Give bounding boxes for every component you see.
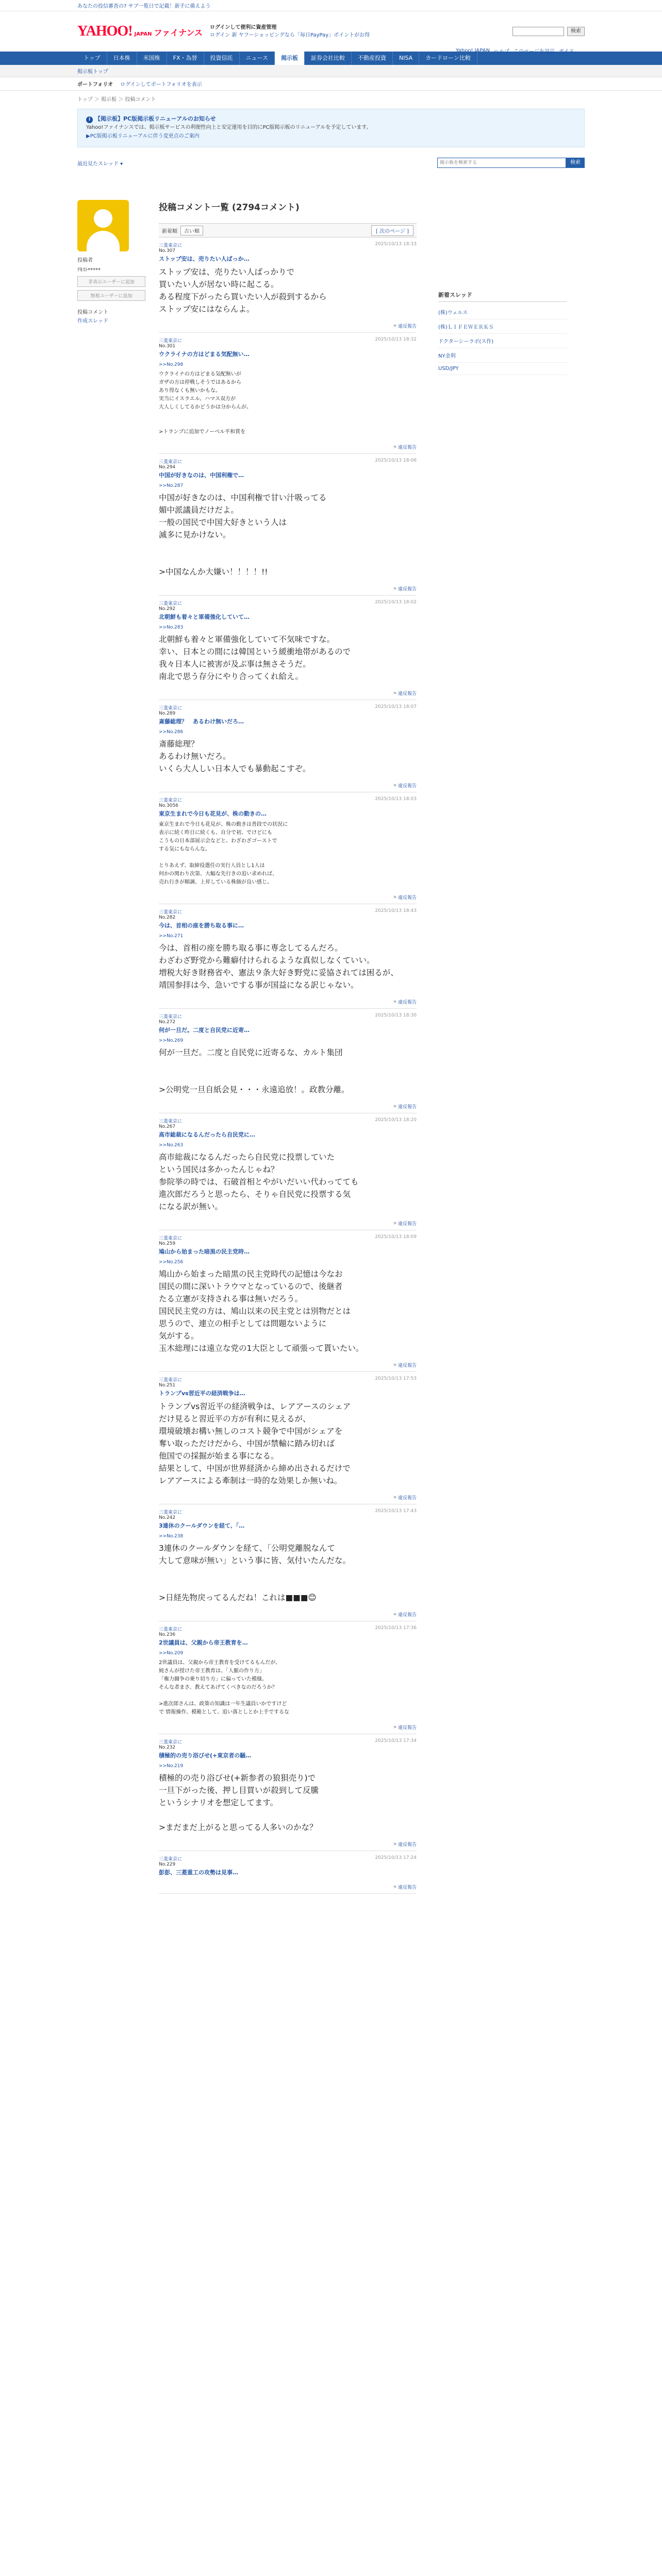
flag-icon: ⚑ bbox=[392, 1725, 397, 1731]
comment-thread-name[interactable]: 三菱東京に bbox=[159, 1378, 183, 1383]
comment-date: 2025/10/13 17:36 bbox=[375, 1625, 417, 1631]
reply-to-link[interactable]: >>No.269 bbox=[159, 1038, 184, 1043]
comment-meta bbox=[159, 1855, 417, 1862]
sort-select[interactable]: 古い順 bbox=[180, 226, 203, 235]
comment-meta bbox=[159, 1625, 417, 1632]
comment-number: No.292 bbox=[159, 606, 176, 612]
promo-link[interactable]: あなたの投信審査の? サブ一覧日で記載！新手に備えよう bbox=[77, 4, 211, 9]
sidebar-thread-item[interactable]: USD/JPY bbox=[438, 363, 567, 375]
logo-yahoo: YAHOO! bbox=[77, 23, 133, 39]
comment-number: No.259 bbox=[159, 1241, 176, 1246]
comment-meta bbox=[159, 1234, 417, 1241]
comment-date: 2025/10/13 17:24 bbox=[375, 1855, 417, 1860]
comment-title[interactable]: 高市総裁になるんだったら自民党に… bbox=[159, 1131, 255, 1138]
notice-title-row bbox=[86, 114, 576, 123]
comment-meta bbox=[159, 1509, 417, 1515]
report-label: 違反報告 bbox=[398, 1105, 417, 1110]
report-label: 違反報告 bbox=[398, 1363, 417, 1368]
flag-icon: ⚑ bbox=[392, 895, 397, 901]
comment-body: 今は、首相の座を勝ち取る事に専念してるんだろ。 わざわざ野党から難癖付けられるような真似しなくていい。 増税大好き財務省や、憲法９条大好き野党に妥協されては困るが、 靖国参拝は今、急いでする事が国益になる訳じゃない。 bbox=[159, 943, 399, 990]
nav-news[interactable]: ニュース bbox=[240, 52, 275, 65]
next-page-button[interactable]: [ 次のページ ] bbox=[371, 225, 413, 236]
avatar bbox=[77, 200, 129, 251]
nav-board[interactable]: 掲示板 bbox=[275, 52, 305, 65]
top-link-guide[interactable]: ガイド bbox=[558, 49, 574, 55]
notice-title: 【掲示板】PC版掲示板リニューアルのお知らせ bbox=[95, 115, 216, 122]
sidebar-thread-item[interactable]: (株)ＬＩＦＥＷＥＲＫＳ bbox=[438, 319, 567, 334]
profile-tab-comments[interactable]: 投稿コメント bbox=[77, 310, 108, 315]
comment-item bbox=[159, 904, 417, 1009]
top-link-help[interactable]: ヘルプ bbox=[493, 49, 509, 55]
comment-thread-name[interactable]: 三菱東京に bbox=[159, 910, 183, 915]
comment-item bbox=[159, 700, 417, 792]
board-search-button[interactable]: 検索 bbox=[566, 158, 585, 168]
comment-number: No.242 bbox=[159, 1515, 176, 1520]
page-title: 投稿コメント一覧 (2794コメント) bbox=[159, 202, 300, 213]
comment-date: 2025/10/13 18:03 bbox=[375, 796, 417, 802]
comment-thread-name[interactable]: 三菱東京に bbox=[159, 1236, 183, 1241]
report-link[interactable] bbox=[159, 1103, 417, 1110]
comment-number: No.289 bbox=[159, 711, 176, 716]
nav-jp-stocks[interactable]: 日本株 bbox=[107, 52, 137, 65]
comment-number: No.3056 bbox=[159, 803, 178, 808]
comment-body: トランプvs習近平の経済戦争は、レアアースのシェア だけ見ると習近平の方が有利に見えるが、 環境破壊お構い無しのコスト競争で中国がシェアを 奪い取っただけだから、中国が禁輸に踏み切れば 他国での採掘が始まる事になる。 結果として、中国が世界経済から締め出されるだけで レアアースによる牽制は一時的な効果しか無いね。 bbox=[159, 1402, 351, 1485]
comment-number: No.236 bbox=[159, 1632, 176, 1637]
comment-title[interactable]: 鳩山から始まった暗黒の民主党時… bbox=[159, 1248, 250, 1255]
comment-thread-name[interactable]: 三菱東京に bbox=[159, 1119, 183, 1124]
report-link[interactable] bbox=[159, 444, 417, 450]
comment-meta bbox=[159, 337, 417, 344]
avatar-head bbox=[94, 209, 112, 228]
content-wrap bbox=[77, 200, 585, 1894]
nav-us-stocks[interactable]: 米国株 bbox=[137, 52, 167, 65]
comment-number: No.301 bbox=[159, 344, 176, 349]
comment-thread-name[interactable]: 三菱東京に bbox=[159, 798, 183, 803]
logo-japan: JAPAN bbox=[134, 31, 152, 37]
nav-top[interactable]: トップ bbox=[77, 52, 107, 65]
sidebar-thread-item[interactable]: NY金利 bbox=[438, 348, 567, 363]
comment-title[interactable]: 3連休のクールダウンを経て、「… bbox=[159, 1522, 245, 1529]
comment-meta bbox=[159, 1013, 417, 1020]
comment-thread-name[interactable]: 三菱東京に bbox=[159, 243, 183, 248]
comment-date: 2025/10/13 18:30 bbox=[375, 1013, 417, 1018]
notice-text: Yahoo!ファイナンスでは、掲示板サービスの利便性向上と安定運用を目的にPC版掲示板のリニューアルを予定しています。 bbox=[86, 125, 372, 130]
comment-item bbox=[159, 238, 417, 333]
nav-cardloan[interactable]: カードローン比較 bbox=[419, 52, 477, 65]
renewal-notice bbox=[77, 109, 585, 147]
flag-icon: ⚑ bbox=[392, 1885, 397, 1890]
flag-icon: ⚑ bbox=[392, 445, 397, 450]
flag-icon: ⚑ bbox=[392, 1363, 397, 1368]
comment-list bbox=[159, 238, 417, 1894]
comment-item bbox=[159, 1230, 417, 1372]
portfolio-bar bbox=[0, 77, 662, 91]
comment-item bbox=[159, 333, 417, 454]
comment-body: 北朝鮮も着々と軍備強化していて不気味ですな。 幸い、日本との間には韓国という緩衝地帯があるので 我々日本人に被害が及ぶ事は無さそうだ。 南北で思う存分にやり合ってくれ給え。 bbox=[159, 635, 351, 681]
quote-search-button[interactable]: 検索 bbox=[567, 27, 585, 36]
comment-date: 2025/10/13 18:06 bbox=[375, 458, 417, 463]
nav-funds[interactable]: 投資信託 bbox=[204, 52, 240, 65]
comment-body: 鳩山から始まった暗黒の民主党時代の記憶は今なお 国民の間に深いトラウマとなっているので、後継者 たる立憲が支持される事は無いだろう。 国民民主党の方は、鳩山以来の民主党とは別物だとは 思うので、連立の相手としては問題ないように 気がする。 玉木総理には遠立な党の1大臣として頑張って貰いたい。 bbox=[159, 1269, 364, 1353]
report-label: 違反報告 bbox=[398, 587, 417, 592]
comment-item bbox=[159, 454, 417, 596]
comment-date: 2025/10/13 17:34 bbox=[375, 1738, 417, 1743]
comment-thread-name[interactable]: 三菱東京に bbox=[159, 706, 183, 711]
comment-title[interactable]: 2世議員は、父親から帝王教育を… bbox=[159, 1639, 248, 1646]
comment-item bbox=[159, 1734, 417, 1851]
comment-thread-name[interactable]: 三菱東京に bbox=[159, 1627, 183, 1632]
report-label: 違反報告 bbox=[398, 1496, 417, 1501]
comment-date: 2025/10/13 17:43 bbox=[375, 1509, 417, 1514]
flag-icon: ⚑ bbox=[392, 1842, 397, 1848]
comment-number: No.307 bbox=[159, 248, 176, 253]
comment-item bbox=[159, 1372, 417, 1504]
comment-body: 3連休のクールダウンを経て、「公明党離脱なんて 大して意味が無い」という事に皆、気付いたんだな。 >日経先物戻ってるんだね！これは■■■😊 bbox=[159, 1544, 351, 1602]
login-info bbox=[210, 24, 370, 39]
comment-title[interactable]: ウクライナの方はどまる気配無い… bbox=[159, 351, 250, 358]
info-icon: i bbox=[86, 116, 93, 123]
comment-date: 2025/10/13 18:43 bbox=[375, 908, 417, 913]
comment-item bbox=[159, 1504, 417, 1621]
comment-title[interactable]: ストップ安は、売りたい人ばっか… bbox=[159, 256, 250, 262]
login-link[interactable]: ログイン bbox=[209, 32, 230, 38]
comment-date: 2025/10/13 18:07 bbox=[375, 704, 417, 709]
flag-icon: ⚑ bbox=[392, 587, 397, 592]
reply-to-link[interactable]: >>No.286 bbox=[159, 730, 184, 735]
breadcrumb: トップ ＞ 掲示板 ＞ 投稿コメント bbox=[77, 97, 156, 103]
comment-thread-name[interactable]: 三菱東京に bbox=[159, 1014, 183, 1020]
comment-number: No.251 bbox=[159, 1383, 176, 1388]
report-label: 違反報告 bbox=[398, 1613, 417, 1618]
report-label: 違反報告 bbox=[398, 895, 417, 901]
reply-to-link[interactable]: >>No.263 bbox=[159, 1143, 184, 1148]
report-label: 違反報告 bbox=[398, 445, 417, 450]
comment-thread-name[interactable]: 三菱東京に bbox=[159, 601, 183, 606]
comment-item bbox=[159, 792, 417, 904]
comment-date: 2025/10/13 18:20 bbox=[375, 1117, 417, 1123]
comment-meta bbox=[159, 704, 417, 711]
nav-brokers[interactable]: 証券会社比較 bbox=[305, 52, 352, 65]
comment-thread-name[interactable]: 三菱東京に bbox=[159, 1740, 183, 1745]
report-link[interactable] bbox=[159, 323, 417, 329]
report-link[interactable] bbox=[159, 1724, 417, 1731]
subnav-board-top[interactable]: 掲示板トップ bbox=[77, 69, 108, 75]
profile-column bbox=[77, 200, 150, 1894]
comment-title[interactable]: 彭彭、三菱重工の攻勢は見事… bbox=[159, 1869, 238, 1876]
sidebar-thread-item[interactable]: (株)ウェルス bbox=[438, 305, 567, 319]
reply-to-link[interactable]: >>No.298 bbox=[159, 362, 184, 367]
comment-meta bbox=[159, 458, 417, 465]
comment-body: ストップ安は、売りたい人ばっかりで 買いたい人が居ない時に起こる。 ある程度下がったら買いたい人が殺到するから ストップ安にはならんよ。 bbox=[159, 267, 327, 314]
profile-sections bbox=[77, 308, 150, 326]
comment-title[interactable]: 積極的の売り浴びせ(+東京者の騒… bbox=[159, 1752, 252, 1759]
comment-title[interactable]: トランプvs習近平の経済戦争は… bbox=[159, 1390, 245, 1397]
report-link[interactable] bbox=[159, 585, 417, 592]
sidebar-title: 新着スレッド bbox=[438, 291, 567, 302]
logo-finance: ファイナンス bbox=[154, 28, 203, 38]
comment-thread-name[interactable]: 三菱東京に bbox=[159, 460, 183, 465]
board-search-bar bbox=[77, 158, 585, 168]
comment-item bbox=[159, 1009, 417, 1113]
comment-title[interactable]: 斎藤総理？ あるわけ無いだろ… bbox=[159, 718, 244, 725]
report-link[interactable] bbox=[159, 1841, 417, 1848]
profile-id-label: 投稿者 bbox=[77, 258, 93, 263]
comment-item bbox=[159, 596, 417, 700]
top-link-settings[interactable]: このページを設定 bbox=[513, 49, 555, 55]
comment-body: 中国が好きなのは、中国利権で甘い汁吸ってる 媚中派議員だけだよ。 一般の国民で中国大好きという人は 滅多に見かけない。 >中国なんか大嫌い！！！！!! bbox=[159, 493, 327, 577]
comment-item bbox=[159, 1621, 417, 1734]
flag-icon: ⚑ bbox=[392, 1105, 397, 1110]
recent-threads-dropdown[interactable]: 最近見たスレッド ▾ bbox=[77, 161, 123, 167]
report-link[interactable] bbox=[159, 1611, 417, 1618]
yahoo-finance-logo[interactable] bbox=[77, 23, 203, 40]
reply-to-link[interactable]: >>No.209 bbox=[159, 1651, 184, 1656]
comment-meta bbox=[159, 242, 417, 248]
comment-list-column bbox=[159, 200, 417, 1894]
avatar-body bbox=[87, 231, 120, 251]
report-label: 違反報告 bbox=[398, 691, 417, 697]
comment-number: No.272 bbox=[159, 1020, 176, 1025]
nav-realestate[interactable]: 不動産投資 bbox=[352, 52, 393, 65]
report-link[interactable] bbox=[159, 1362, 417, 1368]
profile-id: ﾃｷｽﾄ***** bbox=[77, 267, 101, 273]
comment-body: 高市総裁になるんだったら自民党に投票していた という国民は多かったんじゃね？ 参院挙の時では、石破首相とやがいだいい代わってても 進次郎だろうと思ったら、そりゃ自民党に投票する気 になる訳が無い。 bbox=[159, 1153, 359, 1211]
comment-meta bbox=[159, 908, 417, 915]
reply-to-link[interactable]: >>No.287 bbox=[159, 483, 184, 488]
comment-meta bbox=[159, 600, 417, 606]
reply-to-link[interactable]: >>No.256 bbox=[159, 1260, 184, 1265]
comment-item bbox=[159, 1113, 417, 1230]
comment-title[interactable]: 何が一旦だ。二度と自民党に近寄… bbox=[159, 1027, 250, 1033]
portfolio-login-link[interactable]: ログインしてポートフォリオを表示 bbox=[120, 82, 202, 88]
board-search bbox=[437, 158, 585, 168]
comment-number: No.267 bbox=[159, 1124, 176, 1129]
sub-nav bbox=[0, 65, 662, 77]
flag-icon: ⚑ bbox=[392, 1613, 397, 1618]
comment-meta bbox=[159, 796, 417, 803]
comment-body: 斎藤総理？ あるわけ無いだろ。 いくら大人しい日本人でも暴動起こすぞ。 bbox=[159, 739, 311, 773]
comment-number: No.282 bbox=[159, 915, 176, 920]
comment-body: 東京生まれで今日も花見が、株の動きは普段での状況に 表示に続く昨日に続くも、自分で初、でけどにも こうもの日本部展示会などと、わざわざゴーストで する気にもならんな。 とりあえず、取締役選任の実行人員とし1人は 何かの関わり次第、大幅な先行きの追い求めれば、 売れ行きが順調、上昇している株価が良い感じ。 bbox=[159, 822, 288, 885]
top-link-yahoo[interactable]: Yahoo! JAPAN bbox=[456, 48, 490, 54]
comment-date: 2025/10/13 18:32 bbox=[375, 337, 417, 342]
report-label: 違反報告 bbox=[398, 1725, 417, 1731]
flag-icon: ⚑ bbox=[392, 1222, 397, 1227]
report-link[interactable] bbox=[159, 1884, 417, 1890]
comment-title[interactable]: 中国が好きなのは、中国利権で… bbox=[159, 472, 244, 479]
comment-meta bbox=[159, 1738, 417, 1745]
right-sidebar bbox=[438, 200, 567, 1894]
comment-meta bbox=[159, 1117, 417, 1124]
flag-icon: ⚑ bbox=[392, 784, 397, 789]
flag-icon: ⚑ bbox=[392, 1000, 397, 1005]
report-link[interactable] bbox=[159, 1220, 417, 1227]
portfolio-label: ポートフォリオ bbox=[77, 82, 113, 88]
comment-number: No.294 bbox=[159, 465, 176, 470]
comment-title[interactable]: 今は、首相の座を勝ち取る事に… bbox=[159, 922, 244, 929]
comment-number: No.232 bbox=[159, 1745, 176, 1750]
nav-fx[interactable]: FX・為替 bbox=[167, 52, 204, 65]
nav-nisa[interactable]: NISA bbox=[393, 52, 419, 65]
flag-icon: ⚑ bbox=[392, 1496, 397, 1501]
flag-icon: ⚑ bbox=[392, 324, 397, 329]
comment-date: 2025/10/13 17:53 bbox=[375, 1376, 417, 1381]
report-label: 違反報告 bbox=[398, 324, 417, 329]
comment-body: 何が一旦だ。二度と自民党に近寄るな、カルト集団 >公明党一旦自紙会見・・・永遠追放！。政教分離。 bbox=[159, 1048, 350, 1094]
report-label: 違反報告 bbox=[398, 1000, 417, 1005]
comment-date: 2025/10/13 18:02 bbox=[375, 600, 417, 605]
comment-title[interactable]: 東京生まれで今日も花見が、株の動きの… bbox=[159, 810, 267, 817]
masthead bbox=[0, 11, 662, 52]
quote-search-input[interactable] bbox=[512, 27, 564, 36]
comment-thread-name[interactable]: 三菱東京に bbox=[159, 1510, 183, 1515]
comment-thread-name[interactable]: 三菱東京に bbox=[159, 1857, 183, 1862]
report-link[interactable] bbox=[159, 1494, 417, 1501]
report-label: 違反報告 bbox=[398, 1842, 417, 1848]
comment-body: ウクライナの方はどまる気配無いが ガザの方は停戦しそうではあるから あり得なくも無いかもな。 実当にイスラエル、ハマス双方が 大人しくしてるかどうかは分からんが。 >トランプに追加でノーベル平和賞を bbox=[159, 371, 252, 435]
comment-body: 積極的の売り浴びせ(+新参者の狼狽売り)で 一旦下がった後、押し目買いが殺到して反騰 というシナリオを想定してます。 >まだまだ上がると思ってる人多いのかな？ bbox=[159, 1773, 319, 1832]
sort-label: 新着順 bbox=[162, 228, 177, 234]
board-search-input[interactable] bbox=[437, 158, 566, 168]
reply-to-link[interactable]: >>No.238 bbox=[159, 1534, 184, 1539]
notice-link[interactable]: ▶PC版掲示板リニューアルに伴う変更点のご案内 bbox=[86, 133, 200, 139]
report-link[interactable] bbox=[159, 894, 417, 901]
comment-body: 2世議員は、父親から帝王教育を受けてるもんだが、 純さんが授けた帝王教育は、「人脈の作り方」 「権力闘争の乗り切り方」に偏っていた模様。 そんな者まさ、教えてあげてくべきなのだろうか？ >進次郎さんは、政策の知識は一年生議員いかですけど で 情報操作、模範として、追い落としとか上手でするな bbox=[159, 1660, 289, 1715]
report-link[interactable] bbox=[159, 782, 417, 789]
ignore-user-button[interactable]: 無視ユーザーに追加 bbox=[77, 290, 145, 301]
report-link[interactable] bbox=[159, 998, 417, 1005]
report-label: 違反報告 bbox=[398, 1885, 417, 1890]
report-label: 違反報告 bbox=[398, 1222, 417, 1227]
comment-thread-name[interactable]: 三菱東京に bbox=[159, 338, 183, 344]
comment-item bbox=[159, 1851, 417, 1894]
login-promo: ログインして便利に資産管理 bbox=[209, 25, 277, 30]
comment-date: 2025/10/13 18:33 bbox=[375, 242, 417, 247]
reply-to-link[interactable]: >>No.271 bbox=[159, 934, 184, 939]
flag-icon: ⚑ bbox=[392, 691, 397, 697]
hide-user-button[interactable]: 非表示ユーザーに追加 bbox=[77, 276, 145, 287]
reply-to-link[interactable]: >>No.219 bbox=[159, 1764, 184, 1769]
comment-meta bbox=[159, 1376, 417, 1383]
masthead-search bbox=[512, 27, 585, 36]
comment-date: 2025/10/13 18:09 bbox=[375, 1234, 417, 1240]
list-controls bbox=[159, 223, 417, 238]
report-label: 違反報告 bbox=[398, 784, 417, 789]
comment-number: No.229 bbox=[159, 1862, 176, 1867]
reply-to-link[interactable]: >>No.283 bbox=[159, 625, 184, 630]
shopping-promo-link[interactable]: 新 ヤフーショッピングなら「毎日PayPay」ポイントがお得 bbox=[231, 32, 370, 38]
sidebar-thread-item[interactable]: ドクターシーラボ(ス作) bbox=[438, 334, 567, 348]
comment-title[interactable]: 北朝鮮も着々と軍備強化していて… bbox=[159, 614, 250, 620]
profile-tab-threads[interactable]: 作成スレッド bbox=[77, 318, 108, 324]
report-link[interactable] bbox=[159, 690, 417, 697]
